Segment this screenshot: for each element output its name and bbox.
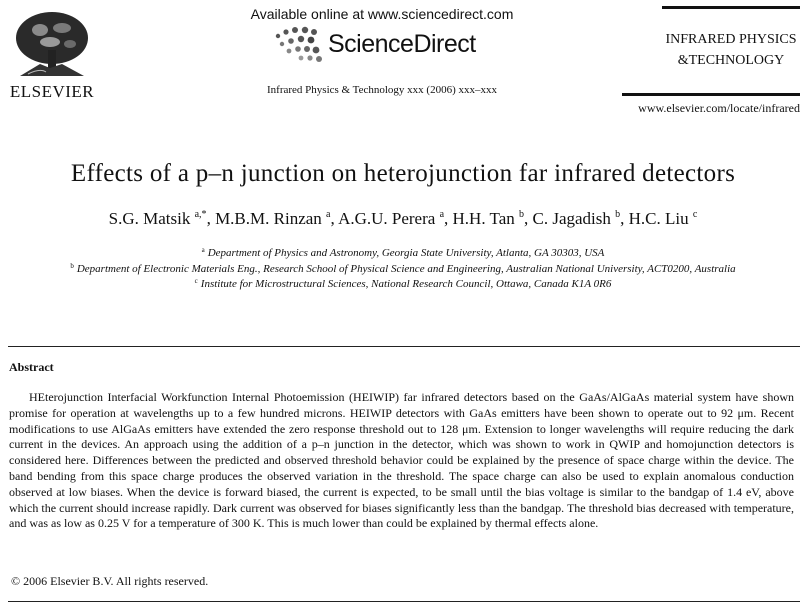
elsevier-tree-icon (10, 8, 94, 80)
abstract-heading: Abstract (9, 360, 54, 374)
available-online-text[interactable]: Available online at www.sciencedirect.com (250, 6, 514, 22)
author-affiliation-marker: a,* (194, 209, 207, 220)
journal-url-link[interactable]: www.elsevier.com/locate/infrared (638, 101, 800, 115)
author[interactable]: S.G. Matsik $^{a,*}$, (108, 209, 216, 228)
journal-divider (622, 93, 800, 96)
author[interactable]: C. Jagadish $^b$, (532, 209, 629, 228)
abstract-bottom-rule (8, 601, 800, 602)
article-title: Effects of a p–n junction on heterojunction far infrared detectors (70, 160, 736, 187)
sciencedirect-wordmark: ScienceDirect (328, 30, 476, 58)
author[interactable]: H.C. Liu $^c$ (628, 209, 698, 228)
author[interactable]: H.H. Tan $^b$, (452, 209, 533, 228)
author-affiliation-marker: b (519, 209, 525, 220)
abstract-body: HEterojunction Interfacial Workfunction Internal Photoemission (HEIWIP) far infrared detectors based on the GaAs/AlGaAs material system have shown promise for operation at wavelengths up to a few hundred microns. HEIWIP detectors with GaAs emitters have been shown to operate out to 92 μm. Recent modifications to use AlGaAs emitters have extended the zero response threshold out to 128 μm. Extension to longer wavelengths will require reducing the dark current in the devices. An approach using the addition of a p–n junction in the detector, which was shown to work in QWIP and homojunction detectors is considered here. Differences between the predicted and observed threshold behavior could be explained by the presence of space charge within the device. The band bending from this space charge produces the observed variation in the threshold. The space charge can also be used to explain anomalous conduction observed at low biases. When the device is forward biased, the current is expected, to be small until the bias voltage is similar to the bandgap of 1.4 eV, above which the current should increase rapidly. Dark current was observed for biases significantly less than the bandgap. The threshold bias decreased with temperature, and was as low as 0.25 V for a temperature of 300 K. This is much lower than could be explained by thermal effects alone. (9, 390, 794, 531)
author[interactable]: A.G.U. Perera $^a$, (338, 209, 453, 228)
author-affiliation-marker: c (692, 209, 698, 220)
journal-name-line2: &TECHNOLOGY (677, 53, 785, 68)
sciencedirect-logo[interactable] (270, 26, 500, 66)
elsevier-logo (8, 8, 96, 100)
affiliation-a: $^a$ Department of Physics and Astronomy, Georgia State University, Atlanta, GA 30303, USA (201, 246, 605, 259)
publisher-name: ELSEVIER (9, 82, 95, 101)
author[interactable]: M.B.M. Rinzan $^a$, (215, 209, 339, 228)
journal-reference: Infrared Physics & Technology xxx (2006) xxx–xxx (267, 84, 497, 96)
affiliation-b: $^b$ Department of Electronic Materials Eng., Research School of Physical Science and Engineering, Australian National University, ACT0200, Australia (70, 262, 736, 275)
journal-title-box (662, 6, 800, 71)
copyright-notice: © 2006 Elsevier B.V. All rights reserved. (11, 574, 209, 588)
affiliation-c: $^c$ Institute for Microstructural Sciences, National Research Council, Ottawa, Canada K1A 0R6 (194, 277, 612, 290)
author-affiliation-marker: a (326, 209, 331, 220)
author-affiliation-marker: b (615, 209, 621, 220)
abstract-top-rule (8, 346, 800, 347)
author-list (0, 209, 806, 229)
author-affiliation-marker: a (439, 209, 445, 220)
sciencedirect-dots-icon (270, 26, 326, 66)
journal-name-line1: INFRARED PHYSICS (665, 32, 797, 47)
